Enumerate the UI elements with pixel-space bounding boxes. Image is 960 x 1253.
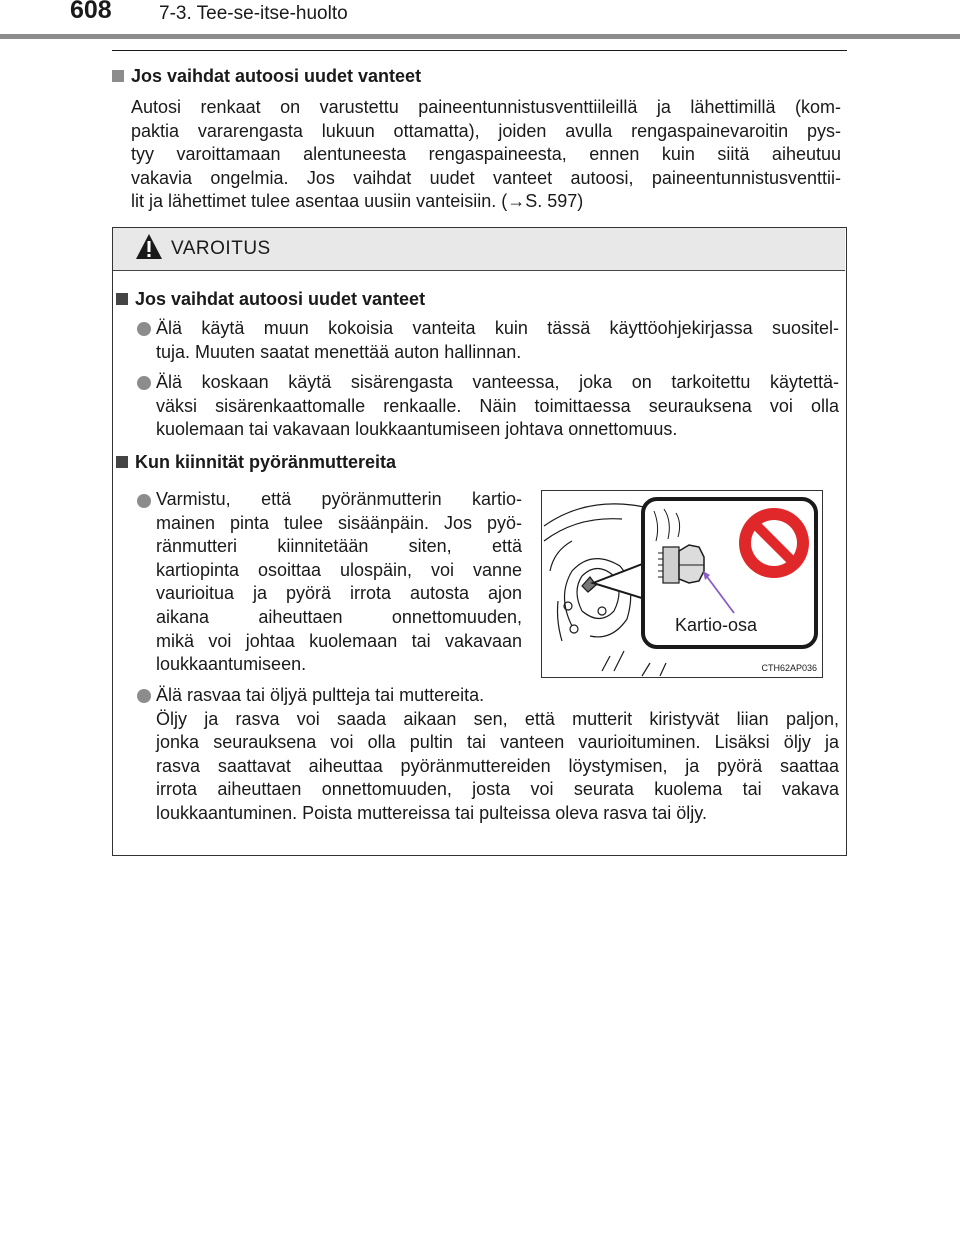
warning-bullet-1 (156, 317, 839, 364)
warning-triangle-icon (135, 233, 163, 260)
intro-heading-text: Jos vaihdat autoosi uudet vanteet (131, 66, 422, 86)
header-rule (112, 50, 847, 51)
bullet-line: tuja. Muuten saatat menettää auton hallinnan. (156, 341, 522, 362)
bullet-dot-icon (137, 494, 151, 508)
wheel-nut-figure (541, 490, 823, 678)
square-bullet-icon (116, 293, 128, 305)
intro-line: lit ja lähettimet tulee asentaa uusiin vanteisiin. (→S. 597) (131, 191, 584, 212)
warning-bullet-3 (156, 488, 522, 677)
bullet-line: loukkaantumiseen. (156, 654, 307, 675)
intro-paragraph (131, 96, 841, 214)
bullet-line: vaurioitua ja pyörä irrota autosta ajon (156, 583, 522, 604)
figure-callout-label: Kartio-osa (675, 615, 758, 635)
warning-section-2-heading (116, 450, 396, 474)
bullet-dot-icon (137, 322, 151, 336)
bullet-line: kuolemaan tai vakavaan loukkaantumiseen johtava onnettomuus. (156, 419, 678, 440)
intro-line: paktia vararengasta lukuun ottamatta), joiden avulla rengaspainevaroitin pys- (131, 120, 841, 141)
section-title: 7-3. Tee-se-itse-huolto (159, 3, 348, 24)
bullet-line: irrota aiheuttaen onnettomuuden, josta voi seurata kuolema tai vakava (156, 779, 839, 800)
warning-bullet-2 (156, 371, 839, 442)
bullet-line: rasva saattavat aiheuttaa pyöränmuttereiden löystymisen, ja pyörä saattaa (156, 755, 839, 776)
bullet-line: Varmistu, että pyöränmutterin kartio- (156, 489, 522, 509)
intro-heading (112, 64, 421, 88)
wheel-nut-illustration (542, 491, 822, 677)
warning-bullet-4 (156, 684, 839, 826)
bullet-dot-icon (137, 376, 151, 390)
warning-section-1-heading (116, 287, 425, 311)
bullet-line: Älä koskaan käytä sisärengasta vanteessa, joka on tarkoitettu käytettä- (156, 372, 839, 392)
bullet-line: Öljy ja rasva voi saada aikaan sen, että mutterit kiristyvät liian paljon, (156, 708, 839, 729)
intro-line: tyy varoittamaan alentuneesta rengaspaineesta, ennen kuin siitä aiheutuu (131, 144, 841, 165)
bullet-line: aikana aiheuttaen onnettomuuden, (156, 606, 522, 627)
bullet-dot-icon (137, 689, 151, 703)
bullet-line: jonka seurauksena voi olla pultin tai vanteen vaurioituminen. Lisäksi öljy ja (156, 732, 839, 753)
square-bullet-icon (112, 70, 124, 82)
bullet-line: väksi sisärenkaattomalle renkaalle. Näin toimittaessa seurauksena voi olla (156, 395, 839, 416)
bullet-line: ränmutteri kiinnitetään siten, että (156, 536, 522, 557)
bullet-line: loukkaantuminen. Poista muttereissa tai pulteissa oleva rasva tai öljy. (156, 802, 707, 823)
warning-title: VAROITUS (171, 238, 271, 259)
bullet-line: mainen pinta tulee sisäänpäin. Jos pyö- (156, 512, 522, 533)
square-bullet-icon (116, 456, 128, 468)
bullet-line: Älä käytä muun kokoisia vanteita kuin tässä käyttöohjekirjassa suositel- (156, 318, 839, 338)
warning-section-1-heading-text: Jos vaihdat autoosi uudet vanteet (135, 289, 426, 309)
warning-section-2-heading-text: Kun kiinnität pyöränmuttereita (135, 452, 397, 472)
header-bar (0, 34, 960, 39)
bullet-line: kartiopinta osoittaa ulospäin, voi vanne (156, 559, 522, 580)
intro-line: Autosi renkaat on varustettu paineentunnistusventtiileillä ja lähettimillä (kom- (131, 97, 841, 117)
warning-header (113, 228, 845, 271)
bullet-line: mikä voi johtaa kuolemaan tai vakavaan (156, 630, 522, 651)
intro-line: vakavia ongelmia. Jos vaihdat uudet vanteet autoosi, paineentunnistusventtii- (131, 167, 841, 188)
page-number: 608 (70, 0, 112, 24)
figure-code: CTH62AP036 (761, 663, 817, 673)
bullet-line: Älä rasvaa tai öljyä pultteja tai muttereita. (156, 685, 485, 705)
